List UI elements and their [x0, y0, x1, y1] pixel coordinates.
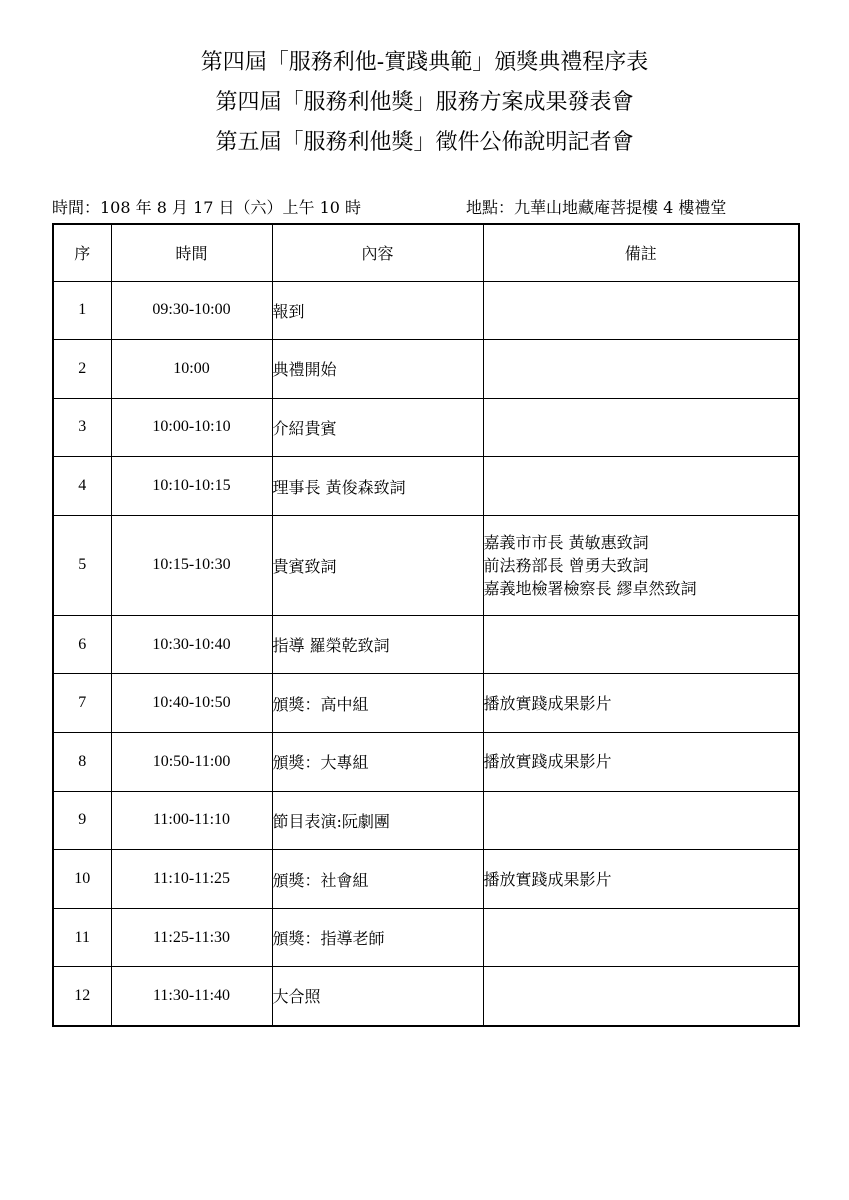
subtitle-2: 第五屆「服務利他獎」徵件公佈說明記者會 [215, 130, 634, 155]
note-line: 嘉義地檢署檢察長 繆卓然致詞 [483, 578, 697, 598]
row-content: 節目表演:阮劇團 [272, 791, 483, 850]
table-row [53, 791, 799, 850]
row-note [483, 615, 799, 674]
table-row [53, 967, 799, 1026]
row-time: 11:25-11:30 [111, 908, 272, 967]
row-seq: 2 [53, 340, 111, 399]
table-row [53, 398, 799, 457]
row-note [483, 967, 799, 1026]
row-note [483, 340, 799, 399]
table-row [53, 457, 799, 516]
row-seq: 7 [53, 674, 111, 733]
header-note: 備註 [483, 224, 799, 281]
row-content: 頒獎：大專組 [272, 733, 483, 792]
row-note [483, 457, 799, 516]
row-note [483, 674, 799, 733]
note-line: 播放實踐成果影片 [483, 752, 612, 772]
row-seq: 9 [53, 791, 111, 850]
note-line: 播放實踐成果影片 [483, 693, 612, 713]
row-note [483, 281, 799, 340]
row-time: 10:40-10:50 [111, 674, 272, 733]
row-seq: 10 [53, 850, 111, 909]
event-time: 時間：108 年 8 月 17 日（六）上午 10 時 [52, 198, 362, 217]
row-content: 頒獎：高中組 [272, 674, 483, 733]
table-row [53, 674, 799, 733]
header-content: 內容 [272, 224, 483, 281]
program-table [52, 223, 800, 1027]
row-time: 10:50-11:00 [111, 733, 272, 792]
event-place: 地點：九華山地藏庵菩提樓 4 樓禮堂 [466, 198, 727, 217]
row-content: 大合照 [272, 967, 483, 1026]
main-title: 第四屆「服務利他-實踐典範」頒獎典禮程序表 [200, 50, 649, 75]
row-time: 10:00-10:10 [111, 398, 272, 457]
row-content: 指導 羅榮乾致詞 [272, 615, 483, 674]
table-row [53, 515, 799, 615]
row-content: 頒獎：社會組 [272, 850, 483, 909]
row-time: 11:30-11:40 [111, 967, 272, 1026]
table-row [53, 908, 799, 967]
row-note [483, 908, 799, 967]
row-seq: 8 [53, 733, 111, 792]
row-content: 典禮開始 [272, 340, 483, 399]
note-line: 播放實踐成果影片 [483, 869, 612, 889]
row-seq: 12 [53, 967, 111, 1026]
row-note [483, 733, 799, 792]
table-row [53, 340, 799, 399]
row-content: 貴賓致詞 [272, 515, 483, 615]
row-seq: 1 [53, 281, 111, 340]
row-seq: 4 [53, 457, 111, 516]
row-time: 10:15-10:30 [111, 515, 272, 615]
row-time: 11:10-11:25 [111, 850, 272, 909]
table-row [53, 733, 799, 792]
row-seq: 11 [53, 908, 111, 967]
row-seq: 6 [53, 615, 111, 674]
row-content: 介紹貴賓 [272, 398, 483, 457]
row-seq: 3 [53, 398, 111, 457]
row-seq: 5 [53, 515, 111, 615]
table-header-row [53, 224, 799, 281]
row-time: 10:00 [111, 340, 272, 399]
row-note [483, 791, 799, 850]
row-content: 理事長 黃俊森致詞 [272, 457, 483, 516]
row-note [483, 515, 799, 615]
table-row [53, 850, 799, 909]
row-time: 10:10-10:15 [111, 457, 272, 516]
row-time: 11:00-11:10 [111, 791, 272, 850]
header-seq: 序 [53, 224, 111, 281]
header-time: 時間 [111, 224, 272, 281]
note-line: 前法務部長 曾勇夫致詞 [483, 555, 649, 575]
row-time: 10:30-10:40 [111, 615, 272, 674]
row-content: 頒獎：指導老師 [272, 908, 483, 967]
row-content: 報到 [272, 281, 483, 340]
document-titles [0, 52, 849, 172]
note-line: 嘉義市市長 黃敏惠致詞 [483, 532, 649, 552]
row-note [483, 398, 799, 457]
subtitle-1: 第四屆「服務利他獎」服務方案成果發表會 [215, 90, 634, 115]
row-note [483, 850, 799, 909]
table-row [53, 615, 799, 674]
row-time: 09:30-10:00 [111, 281, 272, 340]
table-row [53, 281, 799, 340]
